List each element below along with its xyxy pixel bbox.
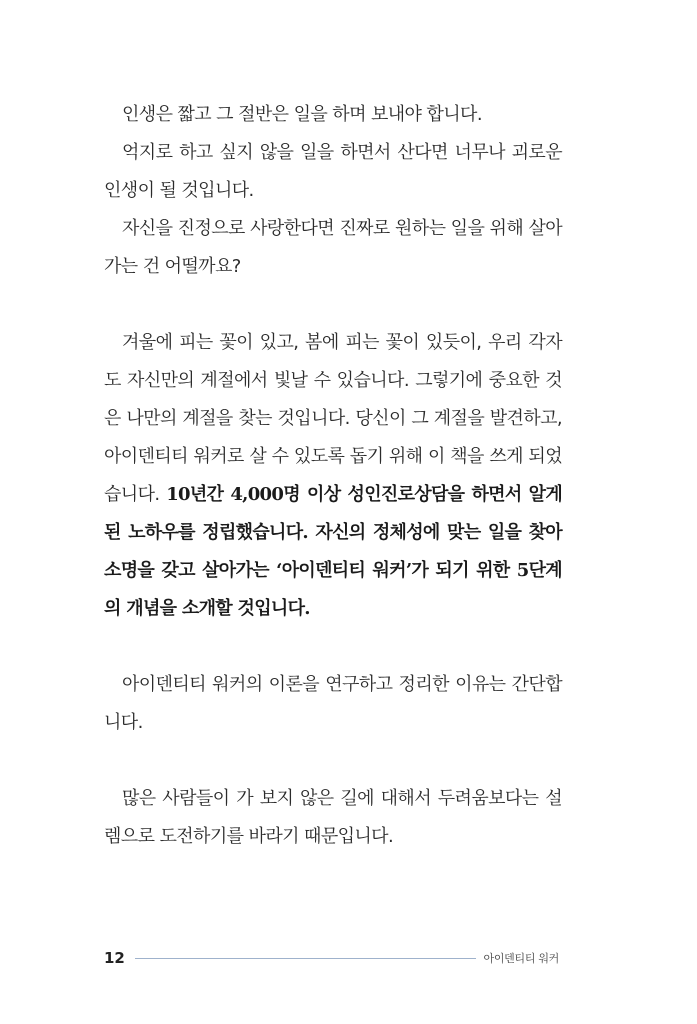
paragraph-research-reason: 아이덴티티 워커의 이론을 연구하고 정리한 이유는 간단합니다. — [104, 674, 562, 733]
page-footer — [104, 946, 559, 970]
page-number: 12 — [104, 949, 125, 967]
paragraph-gap — [104, 742, 562, 780]
paragraph-gap — [104, 286, 562, 324]
paragraph-excitement: 많은 사람들이 가 보지 않은 길에 대해서 두려움보다는 설렘으로 도전하기를 바라기 때문입니다. — [104, 788, 562, 847]
footer-rule — [135, 958, 476, 959]
paragraph-gap — [104, 628, 562, 666]
paragraph-seasons-regular: 겨울에 피는 꽃이 있고, 봄에 피는 꽃이 있듯이, 우리 각자도 자신만의 계절에서 빛날 수 있습니다. 그렇기에 중요한 것은 나만의 계절을 찾는 것입니다. 당신이 그 계절을 발견하고, 아이덴티티 워커로 살 수 있도록 돕기 위해 이 책을 쓰게 되었습니다. — [104, 332, 562, 505]
paragraph-life-short: 인생은 짧고 그 절반은 일을 하며 보내야 합니다. — [122, 104, 482, 125]
paragraph-seasons-bold: 10년간 4,000명 이상 성인진로상담을 하면서 알게 된 노하우를 정립했습니다. 자신의 정체성에 맞는 일을 찾아 소명을 갖고 살아가는 ‘아이덴티티 워커’가 되기 위한 5단계의 개념을 소개할 것입니다. — [104, 484, 563, 619]
body-text — [104, 96, 562, 856]
running-title: 아이덴티티 워커 — [483, 952, 559, 965]
paragraph-seasons — [104, 324, 562, 628]
paragraph-love-yourself: 자신을 진정으로 사랑한다면 진짜로 원하는 일을 위해 살아가는 건 어떨까요? — [104, 218, 562, 277]
paragraph-forced-work: 억지로 하고 싶지 않을 일을 하면서 산다면 너무나 괴로운 인생이 될 것입니다. — [104, 142, 562, 201]
